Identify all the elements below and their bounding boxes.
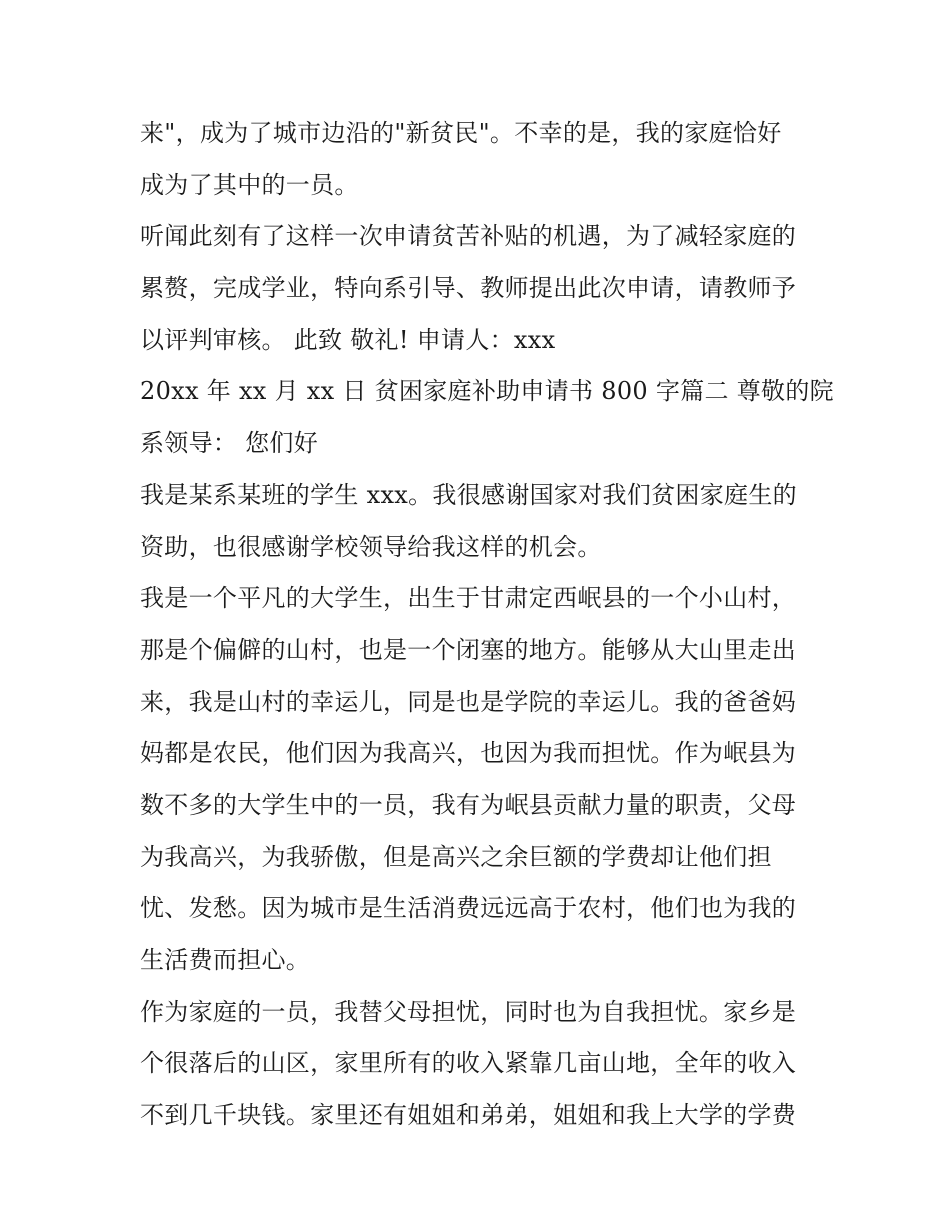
- text-line: 妈都是农民，他们因为我高兴，也因为我而担忧。作为岷县为: [140, 739, 797, 768]
- text-line: 不到几千块钱。家里还有姐姐和弟弟，姐姐和我上大学的学费: [140, 1101, 797, 1130]
- text-line: 那是个偏僻的山村，也是一个闭塞的地方。能够从大山里走出: [140, 635, 797, 664]
- text-line: 生活费而担心。: [140, 946, 311, 974]
- text-line: 个很落后的山区，家里所有的收入紧靠几亩山地，全年的收入: [140, 1049, 797, 1078]
- text-line: 忧、发愁。因为城市是生活消费远远高于农村，他们也为我的: [140, 894, 797, 923]
- text-line: 作为家庭的一员，我替父母担忧，同时也为自我担忧。家乡是: [140, 997, 797, 1026]
- text-line: 听闻此刻有了这样一次申请贫苦补贴的机遇，为了减轻家庭的: [140, 222, 797, 251]
- text-line: 我是一个平凡的大学生，出生于甘肃定西岷县的一个小山村，: [140, 584, 797, 613]
- text-line: 累赘，完成学业，特向系引导、教师提出此次申请，请教师予: [140, 274, 797, 303]
- text-line: 成为了其中的一员。: [140, 170, 359, 199]
- text-line: 系领导： 您们好: [140, 429, 319, 458]
- text-line: 来"，成为了城市边沿的"新贫民"。不幸的是，我的家庭恰好: [140, 119, 782, 147]
- text-line: 20xx 年 xx 月 xx 日 贫困家庭补助申请书 800 字篇二 尊敬的院: [140, 377, 834, 406]
- text-line: 以评判审核。 此致 敬礼! 申请人：xxx: [140, 325, 556, 354]
- text-line: 数不多的大学生中的一员，我有为岷县贡献力量的职责，父母: [140, 790, 797, 819]
- text-line: 我是某系某班的学生 xxx。我很感谢国家对我们贫困家庭生的: [140, 480, 797, 509]
- document-body: [140, 108, 834, 1142]
- text-line: 来，我是山村的幸运儿，同是也是学院的幸运儿。我的爸爸妈: [140, 687, 797, 716]
- text-line: 为我高兴，为我骄傲，但是高兴之余巨额的学费却让他们担: [140, 842, 772, 871]
- text-line: 资助，也很感谢学校领导给我这样的机会。: [140, 532, 602, 561]
